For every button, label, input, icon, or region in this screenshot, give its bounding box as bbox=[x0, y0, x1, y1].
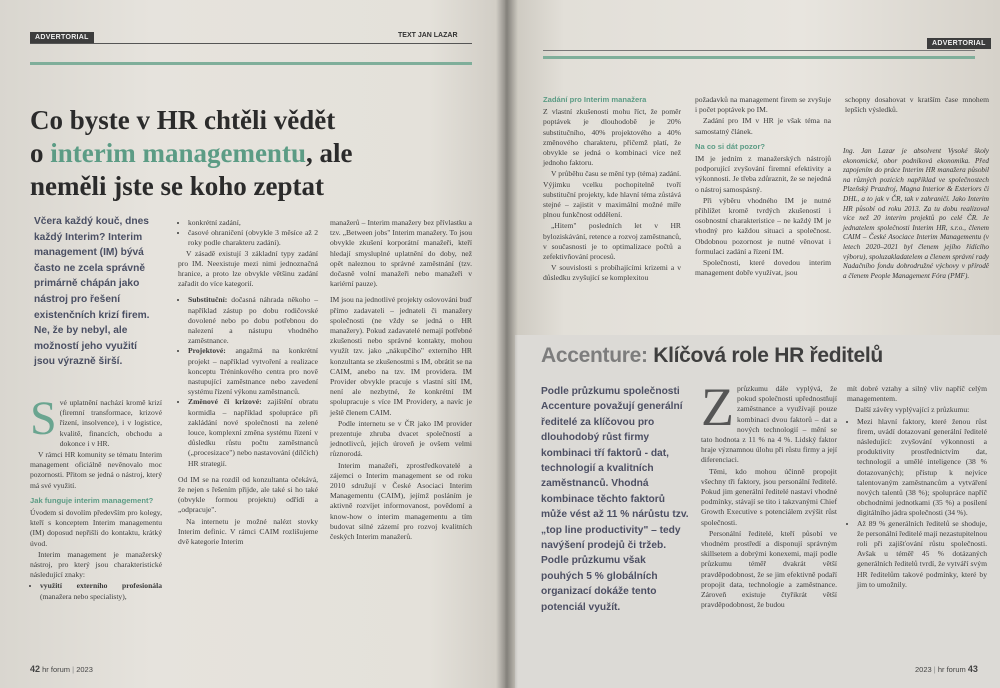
advertorial-tag: ADVERTORIAL bbox=[927, 38, 991, 49]
list-item: • využití externího profesionála (manažera nebo specialisty), bbox=[40, 581, 162, 601]
right-page bbox=[505, 0, 1000, 688]
sidebar-column-2: mít dobré vztahy a silný vliv napříč celým managementem. Další závěry vyplývající z průzkumu: • Mezi hlavní faktory, které ženou růst firem, uvádí dotazovaní generální ředitelé následující: zvyšování výkonnosti a produktivity prostřednictvím dat, technologií a umělé inteligence (38 % dotazovaných); přístup k nejvíce talentovaným zaměstnancům a vytváření nových talentů (38 %); spolupráce napříč obchodními jednotkami (35 %) a posílení digitálního jádra společnosti (34 %). • Až 89 % generálních ředitelů se shoduje, že personální ředitelé mají nezastupitelnou roli při zajišťování růstu společnosti. Avšak u téměř 45 % dotázaných generálních ředitelů tvrdí, že vytváří svým HR ředitelům takové podmínky, které by jim to umožnily. bbox=[847, 384, 987, 590]
author-bio: Ing. Jan Lazar je absolvent Vysoké školy ekonomické, obor podniková ekonomika. Před zapojením do práce Interim HR manažera působil na různých pozicích například ve společnostech Plzeňský Prazdroj, Magna Interior & Exteriors či DHL, a to jak v ČR, tak v zahraničí. Jako Interim HR působí od roku 2013. Za tu dobu realizoval více než 20 interim projektů po celé ČR. Je jednatelem společnosti Interim HR, s.r.o., členem CAIM – České Asociace Interim Managementu (v letech 2020–2021 byl členem jejího řídícího výboru), spoluzakladatelem a členem správní rady Nadačního fondu dobrodružné výchovy v přírodě a členem People Management Fóra (PMF). bbox=[843, 147, 989, 280]
page-folio: 2023 | hr forum 43 bbox=[915, 664, 978, 674]
headline-line-2: o interim managementu, ale bbox=[30, 138, 353, 168]
right-column-2: požadavků na management firem se zvyšuje i počet poptávek po IM. Zadání pro IM v HR je však téma na samostatný článek. Na co si dát pozor? IM je jedním z manažerských nástrojů podporující zvyšování firemní efektivity a výkonnosti. Je třeba zdůraznit, že se nejedná o nástroj samospásný. Při výběru vhodného IM je nutné přihlížet kromě tvrdých zkušeností i osobnostní charakteristice – ne každý IM je vhodný pro každou situaci a společnost. Obdobnou pozornost je nutné věnovat i formulaci zadání a řízení IM. Společnosti, které dovedou interim management dobře využívat, jsou bbox=[695, 95, 831, 278]
issue-year: 2023 bbox=[76, 665, 93, 674]
right-column-1: Zadání pro Interim manažera Z vlastní zkušenosti mohu říct, že poměr poptávek je dlouhodobě je 20% substitučního, 40% projektového a 40% změnového charakteru, přičemž platí, že obvykle se jedná o kombinaci více než jednoho faktoru. V průběhu času se mění typ (téma) zadání. Výjimku vcelku pochopitelně tvoří substituční projekty, kde hlavní téma zůstává stejné – zajistit v maximální možné míře plnou funkčnost oddělení. „Hitem" posledních let v HR byloziskávání, retence a rozvoj zaměstnanců, v současnosti je to optimalizace počtů a zefektivňování procesů. V souvislosti s probíhajícími krizemi a v důsledku zvyšující se komplexitou bbox=[543, 95, 681, 283]
sidebar-brand: Accenture: bbox=[541, 344, 648, 367]
green-rule bbox=[543, 56, 975, 59]
headline-line-1: Co byste v HR chtěli vědět bbox=[30, 105, 336, 135]
subheading: Jak funguje interim management? bbox=[30, 495, 154, 505]
left-column-2: • konkrétní zadání, • časové ohraničení (obvykle 3 měsíce až 2 roky podle charakteru zadání). V zásadě existují 3 základní typy zadání pro IM. Neexistuje mezi nimi jednoznačná hranice, a proto lze obvykle většinu zadání zařadit do více kategorií. • Substituční: dočasná náhrada někoho – například zástup po dobu rodičovské dovolené nebo po dobu potřebnou do nalezení a nástupu vhodného zaměstnance. • Projektové: angažmá na konkrétní projekt – například vytvoření a realizace konceptu Tréninkového centra pro nově nastupující zaměstnance nebo zavedení systému řízení výkonu zaměstnanců. • Změnové či krizové: zajištění obratu kormidla – například spolupráce při zakládání nové společnosti na zelené louce, komplexní změna systému řízení v důsledku růstu počtu zaměstnanců („procesizace") nebo nastavování (dílčích) HR strategií. Od IM se na rozdíl od konzultanta očekává, že nejen s řešením přijde, ale také si ho také (obvykle formou projektu) odřídí a „odpracuje". Na internetu je možné nalézt stovky Interim definic. V rámci CAIM rozlišujeme dvě kategorie Interim bbox=[178, 218, 318, 548]
left-column-1: Své uplatnění nachází kromě krizí (firemní transformace, krizové řízení, insolvence), i v logistice, kvalitě, financích, obchodu a dokonce i v HR. V rámci HR komunity se tématu Interim management oficiálně nevěnovalo moc pozornosti. Přitom se jedná o nástroj, který má své využití. Jak funguje interim management? Úvodem si dovolím především pro kolegy, kteří s konceptem Interim managementu (IM) doposud nepřišli do kontaktu, krátký úvod. Interim management je manažerský nástroj, pro který jsou charakteristické následující znaky: • využití externího profesionála (manažera nebo specialisty), bbox=[30, 398, 162, 602]
drop-cap: S bbox=[30, 392, 57, 445]
list-item: • konkrétní zadání, bbox=[188, 218, 318, 228]
list-item: • Změnové či krizové: zajištění obratu kormidla – například spolupráce při zakládání nové společnosti na zelené louce, komplexní změna systému řízení v důsledku růstu počtu zaměstnanců („procesizace") nebo nastavování (dílčích) HR strategií. bbox=[188, 397, 318, 468]
lead-paragraph: Včera každý kouč, dnes každý Interim? Interim management (IM) bývá často ne zcela správně primárně chápán jako nástroj pro řešení existenčních krizí firem. Ne, že by nebyl, ale možností jeho využití jsou výrazně širší. bbox=[34, 216, 150, 368]
list-item: • Substituční: dočasná náhrada někoho – například zástup po dobu rodičovské dovolené nebo po dobu potřebnou do nalezení a nástupu vhodného zaměstnance. bbox=[188, 295, 318, 346]
subheading: Na co si dát pozor? bbox=[695, 141, 766, 151]
page-number: 43 bbox=[967, 664, 978, 674]
magazine-name: hr forum bbox=[42, 665, 71, 674]
article-headline bbox=[30, 104, 450, 203]
subheading: Zadání pro Interim manažera bbox=[543, 95, 647, 104]
left-column-3: manažerů – Interim manažery bez přívlastku a tzv. „Between jobs" Interim manažery. To jsou obvykle zkušení korporátní manažeři, kteří hledají smysluplné uplatnění do doby, než opět naleznou to správné zaměstnání (tzv. dočasně volní manažeři nebo manažeři v kariérní pauze). IM jsou na jednotlivé projekty oslovováni buď přímo zadavateli – jednateli či manažery společnosti (ne vždy se jedná o HR manažery). Pokud zadavatelé nemají potřebné zkušenosti nebo správné kontakty, mohou využít tzv. jako „nákupčího" externího HR konzultanta se zkušenostmi s IM, obrátit se na CAIM, anebo na tzv. IM providera. IM Provider obvykle pracuje s vlastní sítí IM, není ale nezbytné, že konkrétní IM spolupracuje s více IM Providery, a navíc je ještě členem CAIM. Podle internetu se v ČR jako IM provider prezentuje zhruba dvacet společností a jednotlivců, jejich úroveň je ovšem velmi různorodá. Interim manažeři, zprostředkovatelé a zájemci o Interim management se od roku 2010 sdružují v České Asociaci Interim Managementu (CAIM), jejímž posláním je aktivně rozvíjet informovanost, povědomí a know-how o interim managementu a tím budovat silné zázemí pro rozvoj kvalitních českých Interim manažerů. bbox=[330, 218, 473, 542]
list-item: • Až 89 % generálních ředitelů se shoduje, že personální ředitelé mají nezastupitelnou roli při zajišťování růstu společnosti. Avšak u téměř 45 % dotázaných generálních ředitelů tvrdí, že vytváří svým HR ředitelům takové podmínky, které by jim to umožnily. bbox=[857, 519, 987, 590]
sidebar-column-1: Zprůzkumu dále vyplývá, že pokud společnosti upřednostňují zaměstnance a využívají pouze kombinaci dvou faktorů – dat a nových technologií – mění se tato hodnota z 11 % na 4 %. Lidský faktor hraje významnou úlohu při růstu firmy a její diferenciaci. Těmi, kdo mohou účinně propojit všechny tři faktory, jsou personální ředitelé. Pokud jim generální ředitelé nastaví vhodné podmínky, stávají se tito i takzvanými Chief Growth Executive s potenciálem zvýšit růst společnosti. Personální ředitelé, kteří působí ve vhodném prostředí a disponují správným skillsetem a dobrými konexemi, mají podle průzkumu téměř dvakrát větší pravděpodobnost, že se jim efektivně podaří propojit data, technologie a zaměstnance. Zároveň existuje čtyřikrát větší pravděpodobnost, že budou bbox=[701, 377, 837, 610]
headline-highlight: interim managementu bbox=[50, 138, 306, 168]
advertorial-tag: ADVERTORIAL bbox=[30, 32, 94, 43]
sidebar-title: Accenture: Klíčová role HR ředitelů bbox=[541, 344, 883, 367]
magazine-name: hr forum bbox=[937, 665, 966, 674]
list-item: • Projektové: angažmá na konkrétní projekt – například vytvoření a realizace konceptu Tréninkového centra pro nově nastupující zaměstnance nebo zavedení systému řízení výkonu zaměstnanců. bbox=[188, 346, 318, 397]
page-number: 42 bbox=[30, 664, 41, 674]
right-column-3: schopny dosahovat v kratším čase mnohem lepších výsledků. bbox=[845, 95, 989, 115]
drop-cap: Z bbox=[701, 377, 734, 437]
list-item: • časové ohraničení (obvykle 3 měsíce až 2 roky podle charakteru zadání). bbox=[188, 228, 318, 248]
byline: TEXT JAN LAZAR bbox=[398, 32, 458, 39]
magazine-spine bbox=[496, 0, 518, 688]
headline-line-3: neměli jste se koho zeptat bbox=[30, 171, 324, 201]
green-rule bbox=[30, 62, 472, 65]
list-item: • Mezi hlavní faktory, které ženou růst firem, uvádí dotazovaní generální ředitelé následující: zvyšování výkonnosti a produktivity prostřednictvím dat, technologií a umělé inteligence (38 % dotazovaných); přístup k nejvíce talentovaným zaměstnancům a vytváření nových talentů (38 %); spolupráce napříč obchodními jednotkami (35 %) a posílení digitálního jádra společnosti (34 %). bbox=[857, 417, 987, 519]
header-rule bbox=[30, 43, 472, 44]
page-folio: 42 hr forum | 2023 bbox=[30, 664, 93, 674]
header-rule bbox=[543, 50, 975, 51]
issue-year: 2023 bbox=[915, 665, 932, 674]
sidebar-lead: Podle průzkumu společnosti Accenture považují generální ředitelé za klíčovou pro dlouhodobý růst firmy kombinaci tří faktorů - dat, technologií a kvalitních zaměstnanců. Vhodná kombinace těchto faktorů může vést až 11 % nárůstu tzv. „top line productivity" – tedy navýšení prodejů či tržeb. Podle průzkumu však pouhých 5 % globálních organizací dokáže tento potenciál využít. bbox=[541, 386, 689, 613]
